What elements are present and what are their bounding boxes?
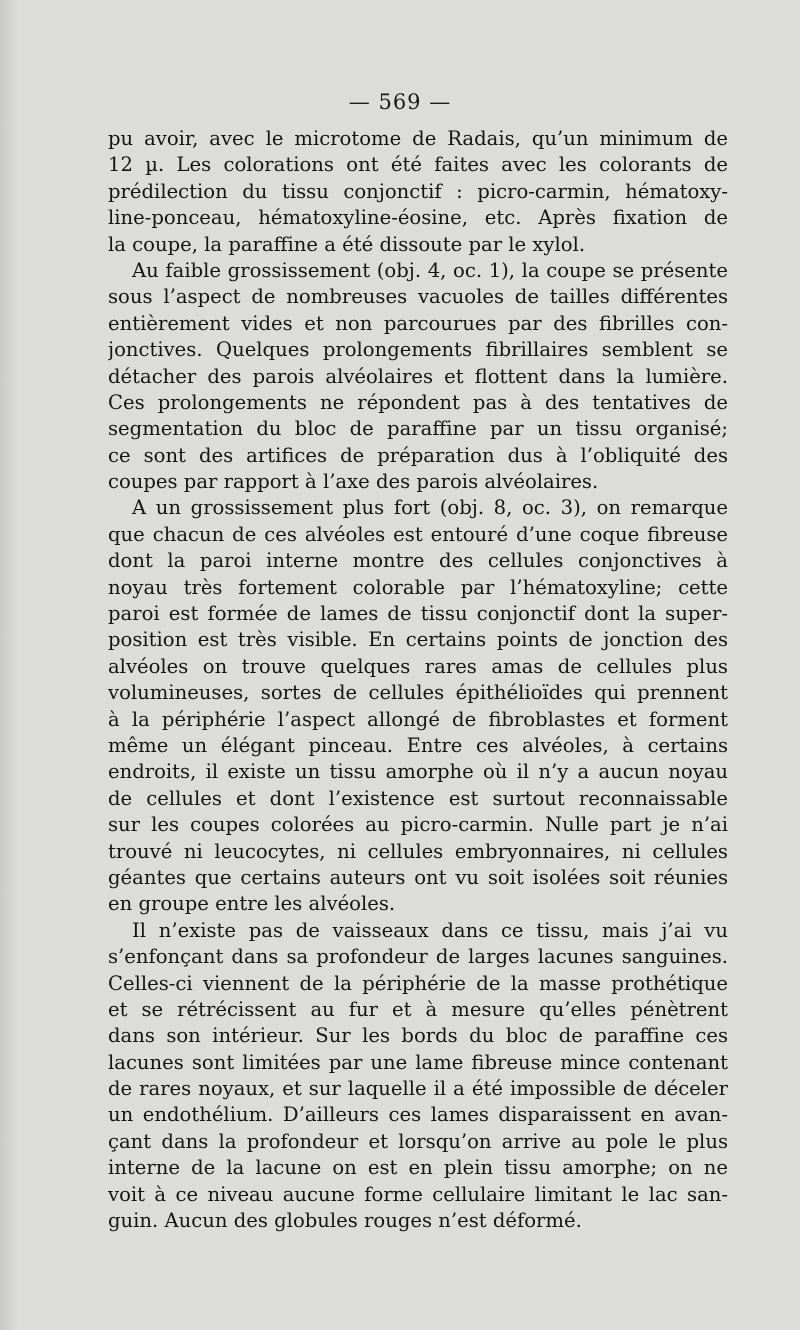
text-line: sur les coupes colorées au picro-carmin. Nulle part je n’ai — [108, 813, 728, 837]
text-line: alvéoles on trouve quelques rares amas de cellules plus — [108, 654, 728, 678]
page-gutter-shadow — [0, 0, 18, 1330]
text-line: interne de la lacune on est en plein tissu amorphe; on ne — [108, 1156, 728, 1180]
text-line: détacher des parois alvéolaires et flottent dans la lumière. — [108, 364, 728, 388]
text-line: et se rétrécissent au fur et à mesure qu’elles pénètrent — [108, 997, 728, 1021]
text-line: dont la paroi interne montre des cellules conjonctives à — [108, 549, 728, 573]
text-line: même un élégant pinceau. Entre ces alvéoles, à certains — [108, 733, 728, 757]
text-line: prédilection du tissu conjonctif : picro-carmin, hématoxy- — [108, 179, 728, 203]
text-line: segmentation du bloc de paraffine par un tissu organisé; — [108, 417, 728, 441]
text-line: coupes par rapport à l’axe des parois alvéolaires. — [108, 470, 599, 494]
text-line: un endothélium. D’ailleurs ces lames disparaissent en avan- — [108, 1103, 728, 1127]
paragraph — [108, 258, 728, 496]
text-line: guin. Aucun des globules rouges n’est déformé. — [108, 1209, 582, 1233]
text-line: de rares noyaux, et sur laquelle il a été impossible de déceler — [108, 1077, 728, 1101]
text-line: que chacun de ces alvéoles est entouré d’une coque fibreuse — [108, 522, 728, 546]
text-line: endroits, il existe un tissu amorphe où il n’y a aucun noyau — [108, 760, 728, 784]
paragraph — [108, 495, 728, 917]
text-line: pu avoir, avec le microtome de Radais, qu’un minimum de — [108, 127, 728, 150]
text-line: la coupe, la paraffine a été dissoute par le xylol. — [108, 232, 586, 256]
text-line: ce sont des artifices de préparation dus à l’obliquité des — [108, 443, 728, 467]
text-line: Au faible grossissement (obj. 4, oc. 1), la coupe se présente — [132, 258, 728, 282]
text-line: dans son intérieur. Sur les bords du bloc de paraffine ces — [108, 1024, 728, 1048]
text-line: çant dans la profondeur et lorsqu’on arrive au pole le plus — [108, 1129, 728, 1153]
text-line: Ces prolongements ne répondent pas à des tentatives de — [108, 390, 728, 414]
text-line: line-ponceau, hématoxyline-éosine, etc. Après fixation de — [108, 206, 728, 230]
body-text — [108, 126, 728, 1234]
text-line: noyau très fortement colorable par l’hématoxyline; cette — [108, 575, 728, 599]
text-line: sous l’aspect de nombreuses vacuoles de tailles différentes — [108, 285, 728, 309]
paragraph — [108, 918, 728, 1235]
text-line: à la périphérie l’aspect allongé de fibroblastes et forment — [108, 707, 728, 731]
text-line: Il n’existe pas de vaisseaux dans ce tissu, mais j’ai vu — [132, 918, 728, 942]
text-line: Celles-ci viennent de la périphérie de la masse prothétique — [108, 971, 728, 995]
paragraph — [108, 126, 728, 258]
text-line: position est très visible. En certains points de jonction des — [108, 628, 728, 652]
text-line: A un grossissement plus fort (obj. 8, oc. 3), on remarque — [132, 496, 728, 520]
text-line: trouvé ni leucocytes, ni cellules embryonnaires, ni cellules — [108, 839, 728, 863]
text-line: géantes que certains auteurs ont vu soit isolées soit réunies — [108, 865, 728, 889]
text-line: s’enfonçant dans sa profondeur de larges lacunes sanguines. — [108, 945, 728, 969]
text-line: voit à ce niveau aucune forme cellulaire limitant le lac san- — [108, 1182, 728, 1206]
page-number: — 569 — — [348, 90, 452, 114]
text-line: jonctives. Quelques prolongements fibrillaires semblent se — [108, 338, 728, 362]
text-line: lacunes sont limitées par une lame fibreuse mince contenant — [108, 1050, 728, 1074]
text-line: paroi est formée de lames de tissu conjonctif dont la super- — [108, 602, 728, 626]
text-line: entièrement vides et non parcourues par des fibrilles con- — [108, 311, 728, 335]
text-line: 12 µ. Les colorations ont été faites avec les colorants de — [108, 153, 728, 177]
text-line: en groupe entre les alvéoles. — [108, 892, 396, 916]
text-line: volumineuses, sortes de cellules épithélioïdes qui prennent — [108, 681, 728, 705]
text-line: de cellules et dont l’existence est surtout reconnaissable — [108, 786, 728, 810]
